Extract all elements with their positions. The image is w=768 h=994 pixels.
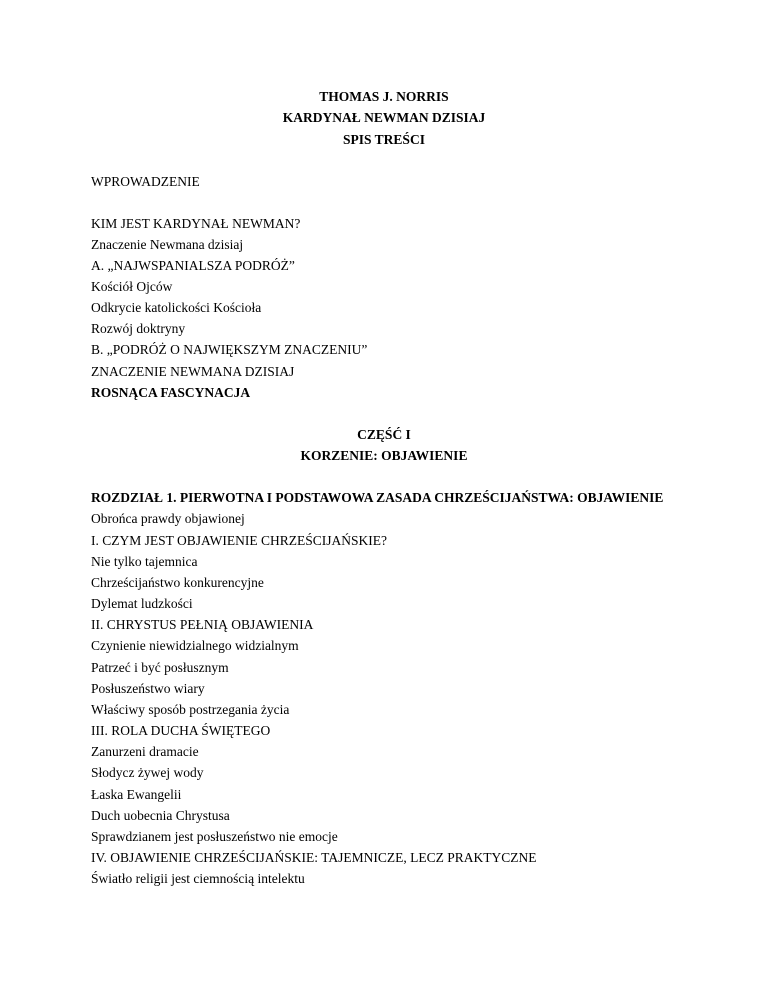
toc-entry: Światło religii jest ciemnością intelektu <box>91 871 305 886</box>
toc-entry: Łaska Ewangelii <box>91 787 182 802</box>
toc-entry: Obrońca prawdy objawionej <box>91 511 245 526</box>
toc-entry: Zanurzeni dramacie <box>91 744 199 759</box>
toc-entry: II. CHRYSTUS PEŁNIĄ OBJAWIENIA <box>91 617 314 632</box>
toc-entry: ZNACZENIE NEWMANA DZISIAJ <box>91 364 295 379</box>
toc-entry: Rozwój doktryny <box>91 321 186 336</box>
chapter-title: ROZDZIAŁ 1. PIERWOTNA I PODSTAWOWA ZASADA CHRZEŚCIJAŃSTWA: OBJAWIENIE <box>91 490 664 505</box>
toc-entry: III. ROLA DUCHA ŚWIĘTEGO <box>91 723 271 738</box>
toc-entry: Dylemat ludzkości <box>91 596 193 611</box>
toc-entry: Znaczenie Newmana dzisiaj <box>91 237 244 252</box>
toc-entry: A. „NAJWSPANIALSZA PODRÓŻ” <box>91 258 295 273</box>
toc-entry: B. „PODRÓŻ O NAJWIĘKSZYM ZNACZENIU” <box>91 342 368 357</box>
toc-entry: Właściwy sposób postrzegania życia <box>91 702 290 717</box>
part-title: KORZENIE: OBJAWIENIE <box>300 448 468 463</box>
toc-entry: Słodycz żywej wody <box>91 765 204 780</box>
toc-entry: IV. OBJAWIENIE CHRZEŚCIJAŃSKIE: TAJEMNICZE, LECZ PRAKTYCZNE <box>91 850 537 865</box>
toc-entry: Kościół Ojców <box>91 279 173 294</box>
toc-entry: Nie tylko tajemnica <box>91 554 198 569</box>
toc-entry: Odkrycie katolickości Kościoła <box>91 300 262 315</box>
toc-entry-growing-fascination: ROSNĄCA FASCYNACJA <box>91 385 251 400</box>
toc-entry-introduction: WPROWADZENIE <box>91 174 200 189</box>
toc-heading: SPIS TREŚCI <box>343 132 425 147</box>
toc-entry: Chrześcijaństwo konkurencyjne <box>91 575 264 590</box>
toc-entry: Patrzeć i być posłusznym <box>91 660 229 675</box>
toc-entry: I. CZYM JEST OBJAWIENIE CHRZEŚCIJAŃSKIE? <box>91 533 388 548</box>
toc-entry: Czynienie niewidzialnego widzialnym <box>91 638 299 653</box>
toc-entry: Duch uobecnia Chrystusa <box>91 808 230 823</box>
book-title: KARDYNAŁ NEWMAN DZISIAJ <box>282 110 486 125</box>
toc-entry: Sprawdzianem jest posłuszeństwo nie emocje <box>91 829 338 844</box>
toc-entry: Posłuszeństwo wiary <box>91 681 205 696</box>
toc-entry-who-is-newman: KIM JEST KARDYNAŁ NEWMAN? <box>91 216 301 231</box>
part-label: CZĘŚĆ I <box>357 427 411 442</box>
author-name: THOMAS J. NORRIS <box>319 89 449 104</box>
